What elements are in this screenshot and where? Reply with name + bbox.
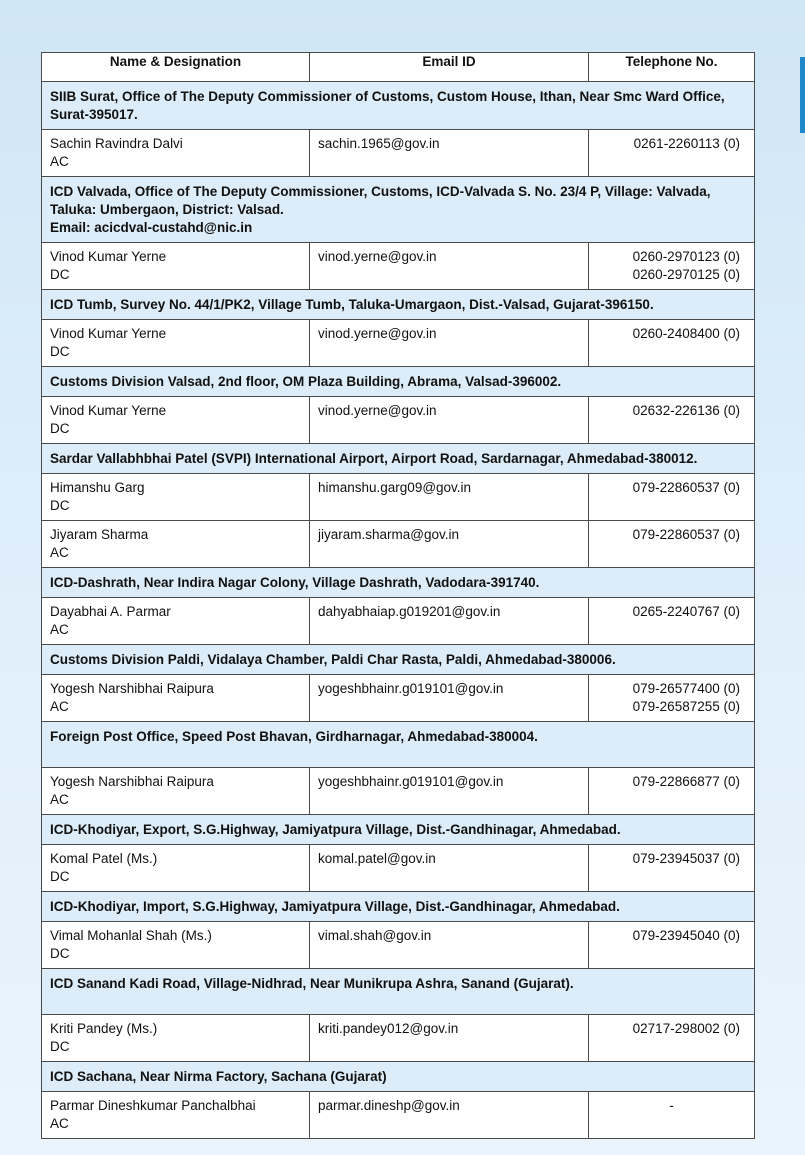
person-designation: DC — [50, 498, 70, 513]
email-cell — [310, 397, 589, 444]
telephone-cell — [589, 130, 755, 177]
office-address-line: ICD-Khodiyar, Export, S.G.Highway, Jamiyatpura Village, Dist.-Gandhinagar, Ahmedabad. — [50, 822, 621, 837]
person-name: Vinod Kumar Yerne — [50, 403, 167, 418]
email-cell — [310, 845, 589, 892]
email-address: komal.patel@gov.in — [318, 851, 436, 866]
person-row — [42, 845, 755, 892]
office-row — [42, 367, 755, 397]
person-name: Vimal Mohanlal Shah (Ms.) — [50, 928, 212, 943]
office-address — [42, 177, 755, 243]
office-address-line: ICD Tumb, Survey No. 44/1/PK2, Village Tumb, Taluka-Umargaon, Dist.-Valsad, Gujarat-396150. — [50, 297, 654, 312]
telephone-cell — [589, 922, 755, 969]
person-name: Sachin Ravindra Dalvi — [50, 136, 183, 151]
person-row — [42, 675, 755, 722]
email-cell — [310, 474, 589, 521]
office-address-line: ICD Sanand Kadi Road, Village-Nidhrad, Near Munikrupa Ashra, Sanand (Gujarat). — [50, 976, 574, 991]
name-designation-cell — [42, 598, 310, 645]
email-address: yogeshbhainr.g019101@gov.in — [318, 774, 504, 789]
email-address: vinod.yerne@gov.in — [318, 403, 437, 418]
office-address-line: ICD-Dashrath, Near Indira Nagar Colony, Village Dashrath, Vadodara-391740. — [50, 575, 540, 590]
office-address — [42, 892, 755, 922]
telephone-number: 079-23945037 (0) — [632, 851, 740, 866]
telephone-cell — [589, 598, 755, 645]
office-row — [42, 177, 755, 243]
email-cell — [310, 922, 589, 969]
person-designation: DC — [50, 267, 70, 282]
office-row — [42, 969, 755, 1015]
person-row — [42, 768, 755, 815]
header-row — [42, 53, 755, 82]
office-row — [42, 892, 755, 922]
person-name: Yogesh Narshibhai Raipura — [50, 774, 214, 789]
office-address — [42, 1062, 755, 1092]
person-designation: AC — [50, 622, 69, 637]
email-address: sachin.1965@gov.in — [318, 136, 440, 151]
person-designation: AC — [50, 792, 69, 807]
person-designation: DC — [50, 869, 70, 884]
person-name: Yogesh Narshibhai Raipura — [50, 681, 214, 696]
telephone-number: 02717-298002 (0) — [632, 1021, 740, 1036]
person-name: Komal Patel (Ms.) — [50, 851, 158, 866]
telephone-cell — [589, 397, 755, 444]
office-row — [42, 444, 755, 474]
person-row — [42, 922, 755, 969]
office-row — [42, 1062, 755, 1092]
person-designation: AC — [50, 699, 69, 714]
telephone-cell — [589, 320, 755, 367]
telephone-cell — [589, 243, 755, 290]
email-address: vimal.shah@gov.in — [318, 928, 432, 943]
header-telephone: Telephone No. — [589, 53, 755, 82]
name-designation-cell — [42, 1092, 310, 1139]
person-row — [42, 320, 755, 367]
telephone-number: 079-22860537 (0) — [632, 480, 740, 495]
telephone-number: 0265-2240767 (0) — [632, 604, 740, 619]
name-designation-cell — [42, 675, 310, 722]
office-address — [42, 969, 755, 1015]
office-address-line: Customs Division Paldi, Vidalaya Chamber, Paldi Char Rasta, Paldi, Ahmedabad-380006. — [50, 652, 616, 667]
email-cell — [310, 675, 589, 722]
office-address-line: Foreign Post Office, Speed Post Bhavan, Girdharnagar, Ahmedabad-380004. — [50, 729, 538, 744]
person-row — [42, 397, 755, 444]
person-designation: DC — [50, 344, 70, 359]
name-designation-cell — [42, 243, 310, 290]
person-name: Himanshu Garg — [50, 480, 145, 495]
name-designation-cell — [42, 521, 310, 568]
person-row — [42, 474, 755, 521]
office-address — [42, 568, 755, 598]
email-address: vinod.yerne@gov.in — [318, 326, 437, 341]
email-address: himanshu.garg09@gov.in — [318, 480, 472, 495]
office-row — [42, 82, 755, 130]
person-row — [42, 521, 755, 568]
office-address-line: ICD Valvada, Office of The Deputy Commissioner, Customs, ICD-Valvada S. No. 23/4 P, Village: Valvada, — [50, 184, 711, 199]
office-address — [42, 722, 755, 768]
email-address: yogeshbhainr.g019101@gov.in — [318, 681, 504, 696]
office-address-line: SIIB Surat, Office of The Deputy Commissioner of Customs, Custom House, Ithan, Near Smc Ward Office, — [50, 89, 725, 104]
telephone-number: 0261-2260113 (0) — [633, 136, 740, 151]
email-address: parmar.dineshp@gov.in — [318, 1098, 460, 1113]
person-designation: DC — [50, 1039, 70, 1054]
person-name: Parmar Dineshkumar Panchalbhai — [50, 1098, 256, 1113]
office-row — [42, 815, 755, 845]
contact-directory-table — [41, 52, 755, 1139]
email-address: vinod.yerne@gov.in — [318, 249, 437, 264]
telephone-cell — [589, 675, 755, 722]
email-address: kriti.pandey012@gov.in — [318, 1021, 459, 1036]
header-email: Email ID — [310, 53, 589, 82]
telephone-number: 0260-2970125 (0) — [632, 267, 740, 282]
name-designation-cell — [42, 320, 310, 367]
telephone-number: 02632-226136 (0) — [632, 403, 740, 418]
person-row — [42, 130, 755, 177]
person-row — [42, 243, 755, 290]
office-address-line: Sardar Vallabhbhai Patel (SVPI) International Airport, Airport Road, Sardarnagar, Ahmedabad-380012. — [50, 451, 698, 466]
email-cell — [310, 768, 589, 815]
office-address-line: ICD-Khodiyar, Import, S.G.Highway, Jamiyatpura Village, Dist.-Gandhinagar, Ahmedabad. — [50, 899, 620, 914]
person-designation: AC — [50, 1116, 69, 1131]
name-designation-cell — [42, 1015, 310, 1062]
header-name-designation: Name & Designation — [42, 53, 310, 82]
telephone-number: 079-22860537 (0) — [632, 527, 740, 542]
office-row — [42, 722, 755, 768]
person-designation: DC — [50, 946, 70, 961]
office-row — [42, 290, 755, 320]
person-designation: DC — [50, 421, 70, 436]
office-row — [42, 568, 755, 598]
person-row — [42, 598, 755, 645]
office-address — [42, 444, 755, 474]
email-cell — [310, 320, 589, 367]
person-name: Vinod Kumar Yerne — [50, 326, 167, 341]
email-cell — [310, 1015, 589, 1062]
person-name: Dayabhai A. Parmar — [50, 604, 171, 619]
office-address-line: Surat-395017. — [50, 107, 138, 122]
email-cell — [310, 1092, 589, 1139]
office-address — [42, 290, 755, 320]
person-name: Vinod Kumar Yerne — [50, 249, 167, 264]
office-address — [42, 645, 755, 675]
name-designation-cell — [42, 922, 310, 969]
person-row — [42, 1015, 755, 1062]
name-designation-cell — [42, 130, 310, 177]
office-address — [42, 815, 755, 845]
email-cell — [310, 130, 589, 177]
office-row — [42, 645, 755, 675]
telephone-number: 0260-2970123 (0) — [632, 249, 740, 264]
telephone-cell — [589, 1092, 755, 1139]
name-designation-cell — [42, 768, 310, 815]
telephone-cell — [589, 845, 755, 892]
email-cell — [310, 598, 589, 645]
email-cell — [310, 521, 589, 568]
email-address: dahyabhaiap.g019201@gov.in — [318, 604, 501, 619]
telephone-number: 079-23945040 (0) — [632, 928, 740, 943]
telephone-number: 079-26587255 (0) — [632, 699, 740, 714]
office-address — [42, 82, 755, 130]
telephone-cell — [589, 1015, 755, 1062]
name-designation-cell — [42, 845, 310, 892]
telephone-cell — [589, 768, 755, 815]
office-address-line: Email: acicdval-custahd@nic.in — [50, 220, 253, 235]
name-designation-cell — [42, 397, 310, 444]
person-designation: AC — [50, 545, 69, 560]
name-designation-cell — [42, 474, 310, 521]
office-address-line: Taluka: Umbergaon, District: Valsad. — [50, 202, 284, 217]
page-edge-tab — [800, 57, 805, 133]
person-row — [42, 1092, 755, 1139]
email-cell — [310, 243, 589, 290]
telephone-cell — [589, 521, 755, 568]
directory-body — [42, 82, 755, 1139]
office-address-line: Customs Division Valsad, 2nd floor, OM Plaza Building, Abrama, Valsad-396002. — [50, 374, 562, 389]
email-address: jiyaram.sharma@gov.in — [318, 527, 459, 542]
telephone-number: 0260-2408400 (0) — [632, 326, 740, 341]
office-address — [42, 367, 755, 397]
telephone-number: 079-26577400 (0) — [632, 681, 740, 696]
telephone-cell — [589, 474, 755, 521]
person-name: Kriti Pandey (Ms.) — [50, 1021, 158, 1036]
telephone-number: 079-22866877 (0) — [632, 774, 740, 789]
person-designation: AC — [50, 154, 69, 169]
office-address-line: ICD Sachana, Near Nirma Factory, Sachana (Gujarat) — [50, 1069, 387, 1084]
person-name: Jiyaram Sharma — [50, 527, 149, 542]
telephone-number: - — [669, 1098, 674, 1113]
